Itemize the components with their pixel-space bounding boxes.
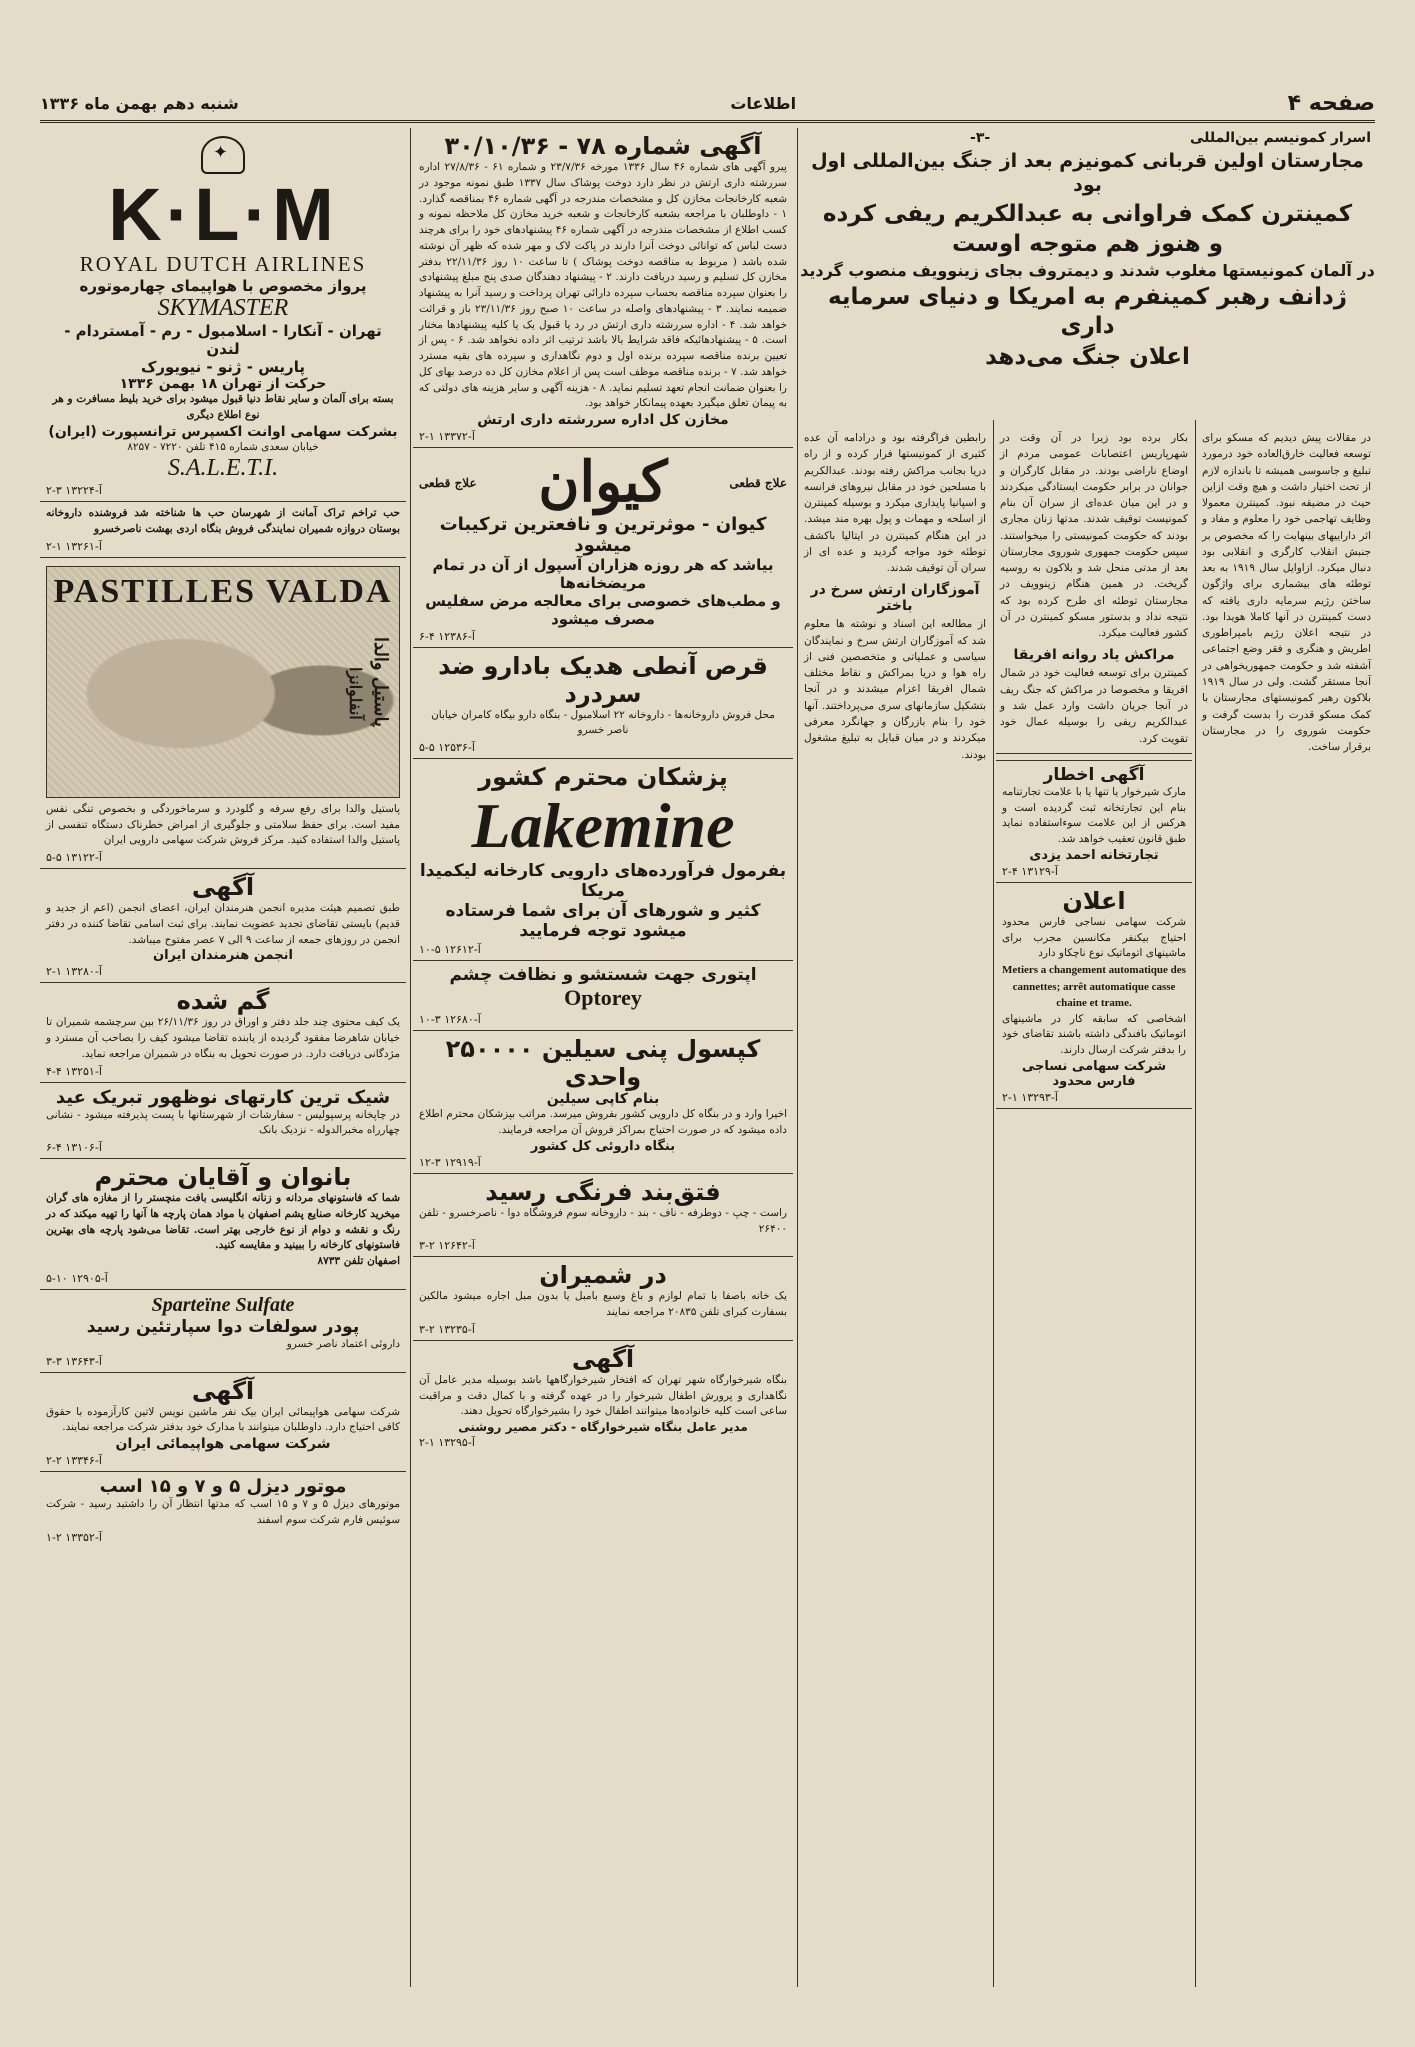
- ad-motor-text: موتورهای دیزل ۵ و ۷ و ۱۵ اسب که مدتها انتظار آن را داشتید رسید - شرکت سوئیس فارم شرکت سوم اسفند: [46, 1498, 401, 1526]
- ad-code: ۱۲-۳ آ-۱۲۹۱۹: [419, 1155, 481, 1169]
- ad-lock: [413, 1174, 793, 1258]
- ads-column-left: [40, 128, 406, 1987]
- column-rule: [797, 128, 798, 1987]
- headline-5: ژدانف رهبر کمینفرم به امریکا و دنیای سرمایه داری: [827, 284, 1348, 339]
- ad-military-signature: مخازن کل اداره سررشته داری ارتش: [477, 412, 729, 428]
- ad-military: [413, 128, 793, 448]
- ad-sparteine-text: پودر سولفات دوا سپارتئین رسید: [86, 1316, 360, 1337]
- ad-notice-latin: Metiers a changement automatique des cannettes; arrêt automatique casse chaine et trame.: [1002, 964, 1186, 1010]
- valda-side: پاستیل والدا: [370, 636, 391, 727]
- ad-sparteine-title: Sparteïne Sulfate: [151, 1293, 295, 1316]
- ad-sparteine: [40, 1290, 406, 1373]
- lead-headline-block: [800, 128, 1375, 373]
- ad-code: ۱۰-۵ آ-۱۲۶۱۲: [419, 943, 481, 957]
- valda-title: PASTILLES VALDA: [53, 572, 393, 610]
- ad-artists-text: طبق تصمیم هیئت مدیره انجمن هنرمندان ایران، اعضای انجمن (اعم از جدید و قدیم) بایستی تقاضای تجدید عضویت نمایند. برای ثبت اسامی تقاضا کننده در دفتر انجمن در روزهای جمعه از ساعت ۹ الی ۷ عصر مفتوح میباشد.: [46, 902, 400, 946]
- column-rule: [1195, 420, 1196, 1987]
- headline-3: و هنوز هم متوجه اوست: [951, 231, 1224, 258]
- ad-keyvan: [413, 448, 793, 648]
- ad-tablets-text: محل فروش داروخانه‌ها - داروخانه ۲۲ اسلامبول - بنگاه دارو بیگاه کامران خیابان ناصر خسرو: [431, 708, 775, 737]
- ad-trachoma-text: حب تراخم تراک آمانت از شهرسان حب ها شناخته شد فروشنده داروخانه بوستان دروازه شمیران نمایندگی فروش بنگاه اردی بهشت ناصرخسرو: [46, 507, 400, 535]
- ad-ladies-address: اصفهان تلفن ۸۷۳۳: [317, 1255, 400, 1267]
- klm-route-2: پاریس - ژنو - نیویورک: [141, 358, 305, 376]
- klm-route: تهران - آنکارا - اسلامبول - رم - آمستردام - لندن: [64, 322, 382, 358]
- ad-motor-title: موتور دیزل ۵ و ۷ و ۱۵ اسب: [99, 1476, 347, 1497]
- ad-clinic-text: بنگاه شیرخوارگاه شهر تهران که افتخار شیرخوارگاهها باشد بوسیله مدیر عامل آن نگاهداری و پرورش اطفال شیرخوار را در عهده گرفته و با کمال دقت و مراقبت ساعی است کلیه خانواده‌ها میتوانند اطفال خود را بشیرخوارگاه تحویل دهند.: [419, 1373, 787, 1418]
- ad-trachoma: [40, 502, 406, 558]
- klm-agent-latin: S.A.L.E.T.I.: [167, 455, 279, 482]
- ad-cards: [40, 1083, 406, 1160]
- ad-klm: [40, 128, 406, 502]
- section-mark: -۳-: [970, 130, 991, 146]
- ad-tablets: [413, 648, 793, 760]
- ad-code: ۲-۴ آ-۱۳۱۲۹: [1002, 864, 1058, 878]
- ad-shemiran: [413, 1257, 793, 1341]
- ad-lakemine-line: کثیر و شور‌های آن برای شما فرستاده میشود توجه فرمایید: [445, 901, 761, 942]
- ad-keyvan-line: بیاشد که هر روزه هزاران آسپول از آن در تمام مریضخانه‌ها: [432, 555, 774, 592]
- ad-iranair: [40, 1373, 406, 1473]
- ad-code: ۲-۲ آ-۱۳۳۴۶: [46, 1454, 102, 1467]
- ad-clinic: [413, 1341, 793, 1453]
- ad-code: ۲-۱ آ-۱۳۲۹۵: [419, 1436, 475, 1450]
- ad-military-title: آگهی شماره ۷۸ - ۳۰/۱۰/۳۶: [444, 132, 762, 160]
- ad-penicillin-signature: بنگاه داروئی کل کشور: [530, 1138, 676, 1154]
- valda-side: آنفلوانزا: [346, 666, 365, 720]
- ad-code: ۲-۱ آ-۱۳۲۸۰: [46, 965, 102, 979]
- ad-code: ۲-۱ آ-۱۳۲۶۱: [46, 539, 102, 553]
- ad-notice-signature: شرکت سهامی نساجی فارس محدود: [1021, 1058, 1167, 1089]
- headline-1: مجارستان اولین قربانی کمونیزم بعد از جنگ بین‌المللی اول بود: [811, 150, 1364, 196]
- paper-name: اطلاعات: [730, 93, 797, 113]
- ad-code: ۴-۴ آ-۱۳۲۵۱: [46, 1064, 102, 1078]
- ad-code: ۳-۳ آ-۱۳۶۴۳: [46, 1354, 102, 1368]
- ad-code: ۲-۳ آ-۱۳۲۲۴: [46, 484, 102, 498]
- ad-keyvan-note: علاج قطعی: [729, 475, 787, 490]
- ad-artists-signature: انجمن هنرمندان ایران: [153, 948, 293, 964]
- klm-logo: K·L·M: [108, 173, 338, 256]
- ad-code: ۳-۲ آ-۱۲۶۴۲: [419, 1239, 475, 1253]
- ad-keyvan-brand: کیوان: [538, 449, 668, 515]
- klm-line: پرواز مخصوص با هواپیمای چهارموتوره: [79, 277, 367, 295]
- ad-keyvan-line: کیوان - موثرترین و نافعترین ترکیبات میشود: [439, 513, 767, 556]
- ad-cards-title: شیک ترین کارتهای نوظهور تبریک عید: [55, 1086, 391, 1108]
- ad-optorey-title: اپتوری جهت شستشو و نظافت چشم: [449, 965, 757, 986]
- ad-valda: [40, 558, 406, 869]
- ad-tablets-title: قرص آنطی هدیک بادارو ضد سردرد: [438, 651, 768, 708]
- ad-lakemine-title: پزشکان محترم کشور: [478, 763, 728, 792]
- ad-lock-title: فتق‌بند فرنگی رسید: [485, 1177, 721, 1206]
- divider: [996, 753, 1192, 754]
- ad-code: ۵-۱۰ آ-۱۲۹۰۵: [46, 1271, 108, 1285]
- ad-iranair-text: شرکت سهامی هواپیمائی ایران بیک نفر ماشین نویس لاتین کارآزموده با حقوق کافی احتیاج دارد. داوطلبان میتوانند با مدارک خود بدفتر شرکت مراجعه نمایند.: [46, 1405, 400, 1434]
- headline-2: کمینترن کمک فراوانی به عبدالکریم ریفی کرده: [822, 200, 1353, 227]
- headline-4: در آلمان کمونیستها مغلوب شدند و دیمتروف بجای زینوویف منصوب گردید: [800, 261, 1375, 280]
- ad-code: ۲-۱ آ-۱۳۲۹۳: [1002, 1090, 1058, 1104]
- klm-agent: بشرکت سهامی اوانت اکسپرس ترانسپورت (ایران): [48, 423, 398, 440]
- ad-code: ۶-۴ آ-۱۳۱۰۶: [46, 1141, 102, 1154]
- ad-ladies-title: بانوان و آقایان محترم: [94, 1163, 352, 1191]
- ad-notice-text-2: اشخاصی که سابقه کار در ماشینهای اتوماتیک بافندگی داشته باشند تقاضای خود را بدفتر شرکت ارسال دارند.: [1002, 1012, 1186, 1057]
- ads-column-middle: [413, 128, 793, 1987]
- ad-code: ۲-۱ آ-۱۳۳۷۲: [419, 430, 475, 443]
- ad-iranair-title: آگهی: [191, 1376, 255, 1405]
- ad-optorey: [413, 961, 793, 1031]
- ad-warning: [996, 760, 1192, 883]
- column-rule: [993, 420, 994, 1987]
- ad-ladies-text: شما که فاستونهای مردانه و زنانه انگلیسی بافت منچستر را از مغازه های گران میخرید کارخانه صنایع پشم اصفهان با مواد همان پارچه ها آنها را تهیه میکند که در رنگ و نقشه و دوام از نوع خارجی بهتر است. تقاضا می‌شود پارچه های بهترین فاستونهای کارخانه را ببینید و مقایسه کنید.: [46, 1192, 400, 1252]
- page-number: صفحه ۴: [1287, 90, 1375, 116]
- subheading-morocco: مراکش یاد روانه افریقا: [1013, 647, 1175, 664]
- ad-penicillin-text: اخیرا وارد و در بنگاه کل دارویی کشور بفروش میرسد. مراتب بپزشکان محترم اطلاع داده میشود که در صورت احتیاج بمراکز فروش آن مراجعه فرمایند.: [419, 1108, 787, 1137]
- ad-code: ۵-۵ آ-۱۳۱۲۲: [46, 851, 102, 864]
- ad-keyvan-note: علاج قطعی: [419, 475, 477, 490]
- ad-notice-text: شرکت سهامی نساجی فارس محدود احتیاج بیکنفر مکانسین مجرب برای ماشینهای اتوماتیک نوع ناچکاو دارد: [1002, 915, 1186, 960]
- article-text: کمینترن برای توسعه فعالیت خود در شمال افریقا و مخصوصا در مراکش که جنگ ریف در آنجا جریان داشت وارد عمل شد و عبدالکریم ریفی را بوسیله عمال خود تقویت کرد.: [1000, 667, 1188, 745]
- ad-clinic-title: آگهی: [571, 1344, 635, 1373]
- ad-penicillin: [413, 1031, 793, 1174]
- klm-plane: SKYMASTER: [157, 295, 289, 321]
- article-text: در مقالات پیش دیدیم که مسکو برای توسعه فعالیت خارق‌العاده‌ خود درمورد تبلیغ‌ و جاسوسی همیشه تا باندازه لازم از تحت اختیار داشت و هیچ وقت ازاین حیث در مضیقه نبود. کمینترن معمولا وظایف تهاجمی خود را معلوم و مفاد و اثر داراییهای بینهایت را که مخصوص بر جنبش انقلاب کارگری و انقلابی بود دنبال میکرد. ازاوایل سال ۱۹۱۹ به بعد توطئه های بیشماری برای واژگون ساختن رژیم سرمایه داری یافته که دست کمینترن در آنها کاملا هویدا بود. در نتیجه اعلان رژیم بامپراطوری اطریش و هنگری و فقر وضع اجتماعی آشفته شد و حکومت جمهوریخواهی در آنجا مستقر گشت. ولی در سال ۱۹۱۹ بلاکون رهبر کمونیستهای مجارستان با کمک مسکو قدرت را بدست گرفت و حکومت شوروی را در مجارستان برقرار ساخت.: [1202, 432, 1371, 754]
- klm-crown-icon: [201, 136, 245, 174]
- ad-warning-signature: تجارتخانه احمد یزدی: [1029, 847, 1159, 863]
- column-rule: [410, 128, 411, 1987]
- klm-name: ROYAL DUTCH AIRLINES: [79, 252, 367, 276]
- ad-notice-title: اعلان: [1062, 886, 1126, 915]
- issue-date: شنبه دهم بهمن ماه ۱۳۳۶: [40, 93, 239, 113]
- ad-clinic-signature: مدیر عامل بنگاه شیرخوارگاه - دکتر مصیر روشنی: [458, 1420, 748, 1435]
- klm-departure: حرکت از تهران ۱۸ بهمن ۱۳۳۶: [119, 376, 327, 392]
- ad-penicillin-title: کپسول پنی سیلین ۲۵۰۰۰۰ واحدی: [445, 1035, 761, 1092]
- article-column-3: [800, 430, 990, 1987]
- subheading-teachers: آموزگاران ارتش سرخ در باختر: [810, 582, 980, 615]
- ad-cards-text: در چاپخانه پرسپولیس - سفارشات از شهرستانها با پست پذیرفته میشود - نشانی چهارراه مخبرالدوله - نزدیک بانک: [46, 1108, 400, 1137]
- article-text: بکار برده بود زیرا در آن وقت در شهرپاریس اعتصابات عمومی مردم از اوضاع ناراضی بودند. در مقابل کارگران و جوانان در برابر حکومت ایستادگی میکردند و در این میان عده‌ای از سران آن بنام کمونیست توقیف شدند. مدتها زنان مجاری بودند که حکومت کمونیستی را میخواستند. سپس حکومت جمهوری شوروی مجارستان بعد از مدتی منحل شد و بلاکون به روسیه گریخت. در همین هنگام زینوویف در مجارستان توطئه ای طرح کرده بود که نتیجه نداد و بدستور مسکو کمینترن در آن کشور فعالیت میکرد.: [1000, 432, 1188, 640]
- article-text: رابطین فراگرفته بود و درادامه آن عده کثیری از کمونیستها فرار کرده و از راه دریا بجانب مراکش رفته بودند. عبدالکریم با مسلحین خود در مقابل نیروهای فرانسه و اسپانیا پایداری میکرد و بوسیله کمینترن از اسلحه و مهمات و پول بهره مند میشد. در این هنگام کمینترن در ایتالیا باکشف توطئه خود مواجه گردید و عده ای از سران آن توقیف شدند.: [804, 432, 986, 575]
- ad-code: ۵-۵ آ-۱۲۵۳۶: [419, 741, 475, 755]
- ad-military-text: پیرو آگهی های شماره ۴۶ سال ۱۳۳۶ مورخه ۲۳/۷/۳۶ و شماره ۶۱ - ۲۷/۸/۳۶ اداره سررشته داری ارتش در نظر دارد دوخت پوشاک سال ۱۳۳۷ طبق نمونه موجود در شعبه کارخانجات مخازن کل و مشخصات مندرجه در آگهی شماره ۴۶ بمناقصه گذارد. ۱ - داوطلبان با مراجعه بشعبه کارخانجات و شعبه خرید مخازن کل ملاحظه نمونه و کسب اطلاع از مشخصات مندرجه در آگهی شماره ۴۶ پیشنهادهای خود را برای هرچند دست لباس که توانائی دوخت آنرا دارند در پاکت لاک و مهر شده که ظهر آن نوشته شده باشد ( مربوط به مناقصه دوخت پوشاک ) تا ساعت ۱۰ روز ۲۲/۱۱/۳۶ بدفتر مخازن کل تسلیم و رسید دریافت دارند. ۲ - پیشنهاد دهندگان صدی پنج مبلغ پیشنهادی را بعنوان سپرده مناقصه بحساب سپرده دارائی تهران پرداخت و رسید آنرا به پیشنهاد ضمیمه نمایند. ۳ - پیشنهادهای واصله در ساعت ۱۰ صبح روز ۲۳/۱۱/۳۶ باز و قرائت خواهد شد. ۴ - اداره سررشته داری ارتش در رد یا قبول یک یا کلیه پیشنهادها مختار است. ۵ - پیشنهادهائیکه فاقد شرایط بالا باشد ترتیب اثر داده نخواهد شد. ۶ - پس از تعیین برنده مناقصه سپرده برنده اول و دوم نگاهداری و سپرده های بقیه مسترد خواهد شد. ۷ - برنده مناقصه موظف است پس از اعلام مخازن کل ده درصد بهای کل را بعنوان ضمانت انجام تعهد تسلیم نماید. ۸ - هزینه آگهی و سایر هزینه های دولتی که به پیمان تعلق میگیرد بعهده پیمانکار خواهد بود.: [419, 161, 787, 410]
- ad-optorey-latin: Optorey: [564, 985, 642, 1011]
- ad-code: ۳-۲ آ-۱۳۲۳۵: [419, 1322, 475, 1336]
- ad-lakemine-line: بفرمول فرآورده‌های دارویی کارخانه لیکمیدا مریکا: [419, 861, 787, 902]
- valda-illustration: [46, 566, 400, 798]
- article-text: از مطالعه این اسناد و نوشته ها معلوم شد که آموزگاران ارتش سرخ و نمایندگان سیاسی و عملیاتی و متخصصین فنی از راه هوا و دریا بمراکش و نقاط مختلف شمال افریقا اعزام میشدند و در آنجا بتشکیل سازمانهای سری می‌پرداختند. آنها خود را بنام بازرگان و جهانگرد معرفی میکردند و در میان قبایل به تبلیغ مشغول بودند.: [804, 618, 986, 761]
- ad-lock-text: راست - چپ - دوطرفه - ناف - بند - داروخانه سوم فروشگاه دوا - ناصرخسرو - تلفن ۲۶۴۰۰: [419, 1206, 787, 1235]
- ad-lost-title: گم شده: [176, 987, 270, 1016]
- ad-code: ۶-۴ آ-۱۲۳۸۶: [419, 629, 475, 643]
- ad-artists: [40, 869, 406, 983]
- article-column-2: [996, 430, 1192, 1987]
- ad-warning-text: مارک شیرخوار یا تنها یا با علامت تجارتنامه بنام این تجارتخانه ثبت گردیده است و هرکس از این علامت سوءاستفاده نماید طبق قانون تعقیب خواهد شد.: [1002, 785, 1186, 846]
- ad-iranair-signature: شرکت سهامی هواپیمائی ایران: [115, 1436, 331, 1452]
- ad-penicillin-subtitle: بنام کاپی سیلین: [546, 1091, 660, 1108]
- ad-artists-title: آگهی: [191, 873, 255, 901]
- ad-keyvan-line: و مطب‌های خصوصی برای معالجه مرض سفلیس مصرف میشود: [425, 591, 781, 628]
- page-header: [40, 86, 1375, 123]
- ad-valda-text: پاستیل والدا برای رفع سرفه و گلودرد و سرماخوردگی و بخصوص تنگی نفس مفید است. برای حفظ سلامتی و جلوگیری از امراض خطرناک دستگاه تنفسی از پاستیل والدا استفاده کنید. مرکز فروش شرکت سهامی دارویی ایران: [46, 802, 400, 847]
- ad-lost: [40, 983, 406, 1082]
- ad-ladies: [40, 1159, 406, 1290]
- ad-code: ۱۰-۳ آ-۱۲۶۸۰: [419, 1013, 481, 1027]
- ad-notice: [996, 883, 1192, 1109]
- ad-shemiran-title: در شمیران: [539, 1261, 667, 1290]
- ad-lakemine: [413, 759, 793, 961]
- ad-sparteine-sub: داروئی اعتماد ناصر خسرو: [286, 1337, 400, 1350]
- headline-6: اعلان جنگ می‌دهد: [985, 343, 1190, 370]
- ad-motor: [40, 1472, 406, 1548]
- ad-lakemine-logo: Lakemine: [471, 790, 735, 862]
- ad-code: ۱-۲ آ-۱۳۳۵۲: [46, 1530, 102, 1544]
- klm-info: بسته برای آلمان و سایر نقاط دنیا قبول میشود برای خرید بلیط مسافرت و هر نوع اطلاع دیگری: [52, 393, 394, 421]
- article-kicker: اسرار کمونیسم بین‌المللی: [1190, 130, 1371, 146]
- klm-address: خیابان سعدی شماره ۴۱۵ تلفن ۷۲۲۰ - ۸۲۵۷: [127, 440, 319, 453]
- ad-lost-text: یک کیف محتوی چند جلد دفتر و اوراق در روز ۲۶/۱۱/۳۶ بین سرچشمه شمیران تا خیابان شاهرضا مفقود گردیده از یابنده تقاضا میشود کیف را بصاحب آن مسترد و مژدگانی دریافت دارد. در صورت تحویل به بنگاه در شمیران مراجعه نماید.: [46, 1016, 400, 1060]
- ad-shemiran-text: یک خانه باصفا با تمام لوازم و باغ وسیع بامبل یا بدون مبل اجاره میشود مالکین بسفارت کبرای تلفن ۲۰۸۳۵ مراجعه نمایند: [419, 1290, 787, 1319]
- article-column-1: [1198, 430, 1375, 1987]
- ad-warning-title: آگهی اخطار: [1043, 764, 1145, 785]
